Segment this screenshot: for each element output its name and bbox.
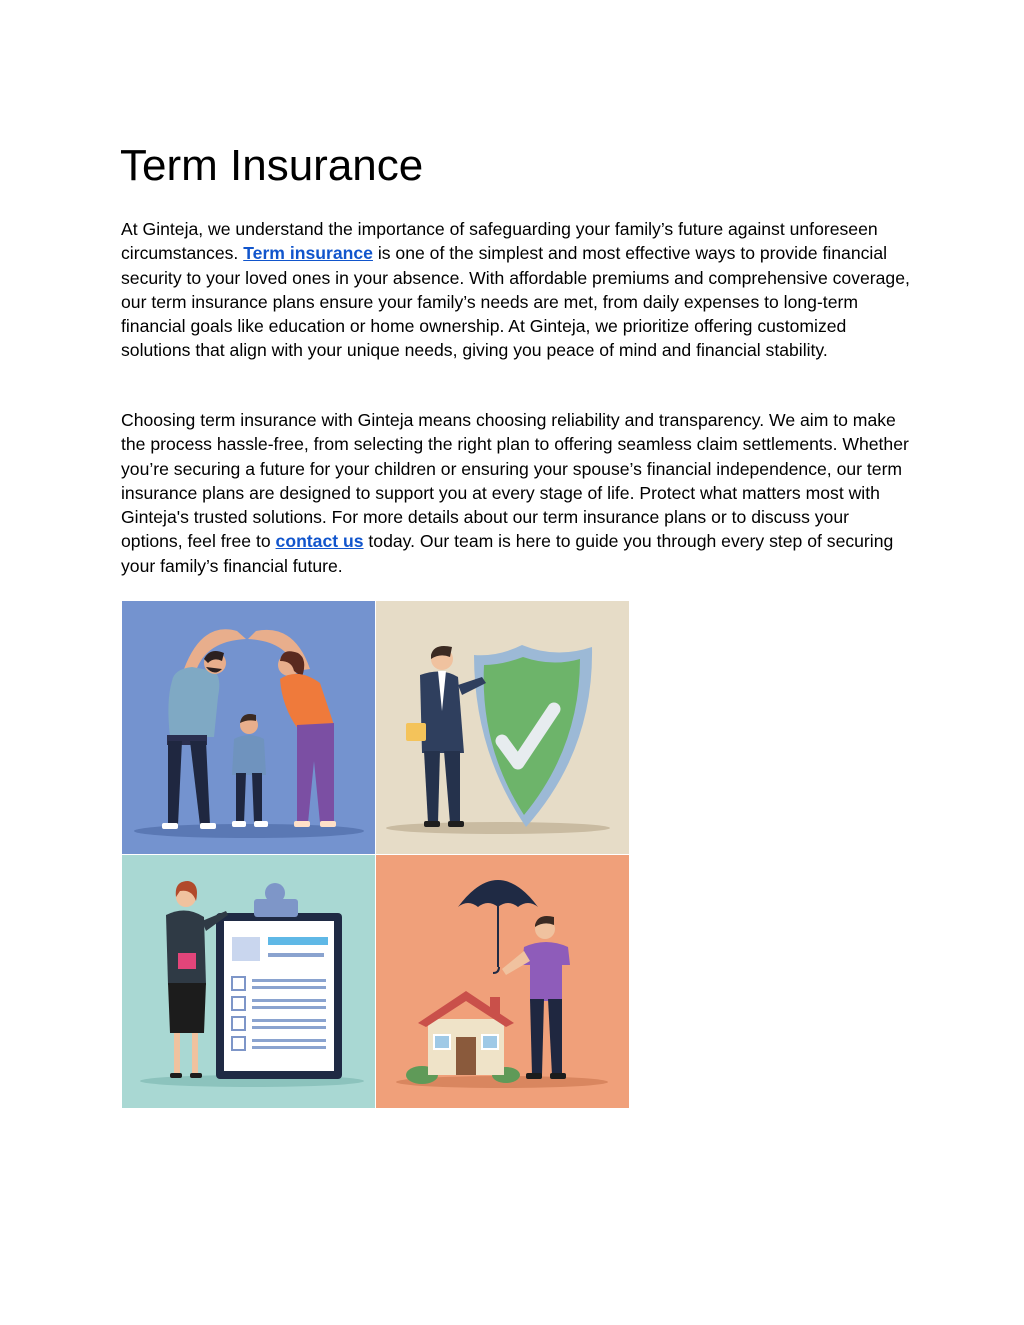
shield-check-panel [376,601,629,854]
page-title: Term Insurance [120,141,424,190]
insurance-illustration [122,601,629,1108]
paragraph-text: Choosing term insurance with Ginteja means choosing reliability and transparency. We aim to make the process hassle-free, from selecting the right plan to offering seamless claim settlements. Whether you’re securing a future for your children or ensuring your spouse’s financial independence, our term insurance plans are designed to support you at every stage of life. Protect what matters most with Ginteja's trusted solutions. For more details about our term insurance plans or to discuss your options, feel free to [121,410,909,552]
paragraph-text: is one of the simplest and most effective ways to provide financial security to your loved ones in your absence. With affordable premiums and comprehensive coverage, our term insurance plans ensure your family’s needs are met, from daily expenses to long-term financial goals like education or home ownership. At Ginteja, we prioritize offering customized solutions that align with your unique needs, giving you peace of mind and financial stability. [121,243,910,361]
paragraph-text: At Ginteja, we understand the importance of safeguarding your family’s future against unforeseen circumstances. [121,219,878,264]
paragraph-text: today. Our team is here to guide you through every step of securing your family’s financial future. [121,531,894,576]
intro-paragraph [121,217,911,363]
term-insurance-link[interactable]: Term insurance [243,243,373,264]
clipboard-checklist-panel [122,855,375,1108]
family-protection-panel [122,601,375,854]
house-umbrella-panel [376,855,629,1108]
contact-us-link[interactable]: contact us [275,531,364,552]
details-paragraph [121,408,911,578]
